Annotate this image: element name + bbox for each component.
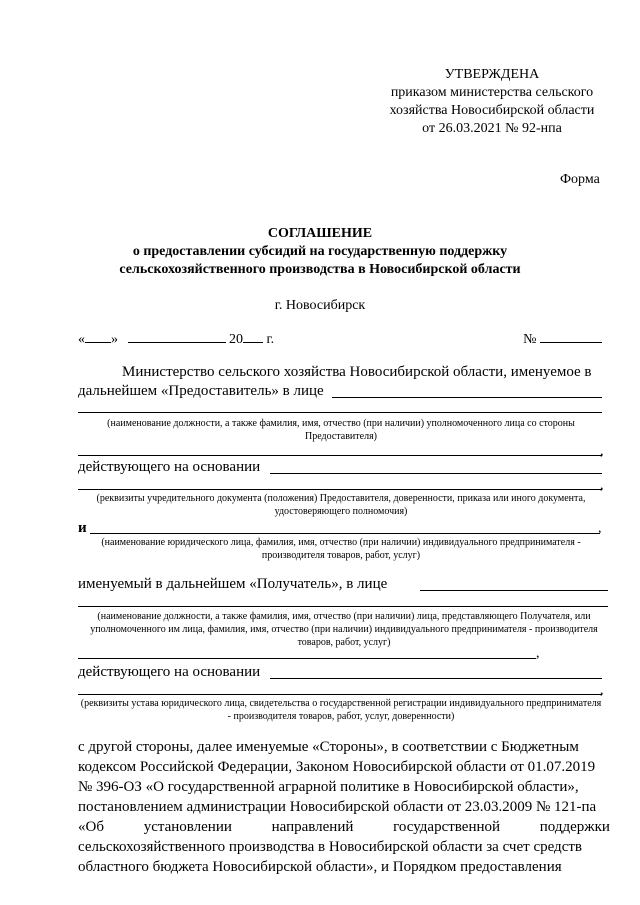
- recipient-name-field[interactable]: [90, 533, 600, 534]
- closing-line: [78, 799, 610, 816]
- closing-line: [78, 839, 610, 856]
- comma: ,: [600, 683, 604, 698]
- comma: ,: [536, 646, 540, 661]
- closing-text: с другой стороны, далее именуемые «Стороны», в соответствии с Бюджетным: [78, 739, 579, 755]
- closing-line-spread: [78, 819, 610, 836]
- field-note: (наименование должности, а также фамилия, имя, отчество (при наличии) уполномоченного лица со стороны Предоставителя): [107, 418, 575, 442]
- approval-line: хозяйства Новосибирской области: [389, 103, 595, 118]
- document-subtitle: сельскохозяйственного производства в Новосибирской области: [119, 262, 521, 277]
- closing-line: [78, 779, 610, 796]
- field-note: (реквизиты учредительного документа (положения) Предоставителя, доверенности, приказа или иного документа, удостоверяющего полномочия): [96, 493, 586, 517]
- recipient-rep-field[interactable]: [420, 590, 608, 591]
- provider-rep-field-2[interactable]: [78, 412, 602, 413]
- field-note: (реквизиты устава юридического лица, свидетельства о государственной регистрации индивидуального предпринимателя - производителя товаров, работ, услуг, доверенности): [80, 698, 602, 722]
- closing-word: «Об: [78, 819, 104, 835]
- number-sign: №: [523, 332, 537, 347]
- field-note: (наименование юридического лица, фамилия, имя, отчество (при наличии) индивидуального предпринимателя - производителя товаров, работ, услуг): [101, 537, 581, 561]
- document-title: СОГЛАШЕНИЕ: [267, 226, 373, 241]
- date-line: [78, 330, 602, 348]
- provider-basis-field-2[interactable]: [78, 489, 602, 490]
- approval-line: от 26.03.2021 № 92-нпа: [422, 121, 562, 136]
- intro-text: дальнейшем «Предоставитель» в лице: [78, 383, 324, 399]
- recipient-basis-field-2[interactable]: [78, 694, 602, 695]
- year-prefix: 20: [229, 332, 243, 347]
- and-label: и: [78, 520, 87, 536]
- closing-line: [78, 739, 610, 756]
- closing-text: № 396-ОЗ «О государственной аграрной политике в Новосибирской области»,: [78, 779, 579, 795]
- recipient-basis-field[interactable]: [270, 678, 602, 679]
- closing-line: [78, 759, 610, 776]
- recipient-intro-label: именуемый в дальнейшем «Получатель», в лице: [78, 576, 388, 592]
- blank-line[interactable]: [78, 455, 602, 456]
- closing-line: [78, 859, 610, 876]
- year-suffix: г.: [266, 332, 275, 347]
- comma: ,: [600, 478, 604, 493]
- comma: ,: [600, 444, 604, 459]
- intro-line-2: [78, 383, 324, 400]
- closing-text: областного бюджета Новосибирской области», и Порядком предоставления: [78, 859, 562, 875]
- form-label: Форма: [560, 172, 600, 187]
- year-field[interactable]: [243, 330, 263, 343]
- closing-text: кодексом Российской Федерации, Законом Новосибирской области от 01.07.2019: [78, 759, 596, 775]
- closing-word: государственной: [393, 819, 501, 835]
- acting-basis-label: действующего на основании: [78, 664, 261, 680]
- closing-text: сельскохозяйственного производства в Новосибирской области за счет средств: [78, 839, 582, 855]
- closing-word: поддержки: [539, 819, 610, 835]
- field-note: (наименование должности, а также фамилия, имя, отчество (при наличии) лица, представляющего Получателя, или уполномоченного им лица, фамилия, имя, отчество (при наличии) индивидуального предпринимателя - производителя товаров, работ, услуг): [90, 611, 598, 648]
- acting-basis-label: действующего на основании: [78, 459, 261, 475]
- blank-line[interactable]: [78, 658, 536, 659]
- closing-word: установлении: [143, 819, 232, 835]
- approval-line: приказом министерства сельского: [390, 85, 594, 100]
- comma: ,: [598, 521, 602, 536]
- approval-title: УТВЕРЖДЕНА: [444, 67, 540, 82]
- intro-text: Министерство сельского хозяйства Новосибирской области, именуемое в: [122, 364, 592, 380]
- provider-rep-field[interactable]: [332, 397, 602, 398]
- close-quote: »: [111, 332, 118, 347]
- document-subtitle: о предоставлении субсидий на государственную поддержку: [132, 244, 508, 259]
- agreement-number: [523, 330, 602, 348]
- day-field[interactable]: [85, 330, 111, 343]
- month-field[interactable]: [128, 330, 226, 343]
- intro-line: [78, 364, 610, 381]
- closing-word: направлений: [271, 819, 354, 835]
- number-field[interactable]: [540, 330, 602, 343]
- open-quote: «: [78, 332, 85, 347]
- recipient-rep-field-2[interactable]: [78, 606, 608, 607]
- provider-basis-field[interactable]: [270, 473, 602, 474]
- closing-text: постановлением администрации Новосибирской области от 23.03.2009 № 121-па: [78, 799, 597, 815]
- approval-block: [372, 66, 612, 138]
- city-label: г. Новосибирск: [274, 298, 366, 313]
